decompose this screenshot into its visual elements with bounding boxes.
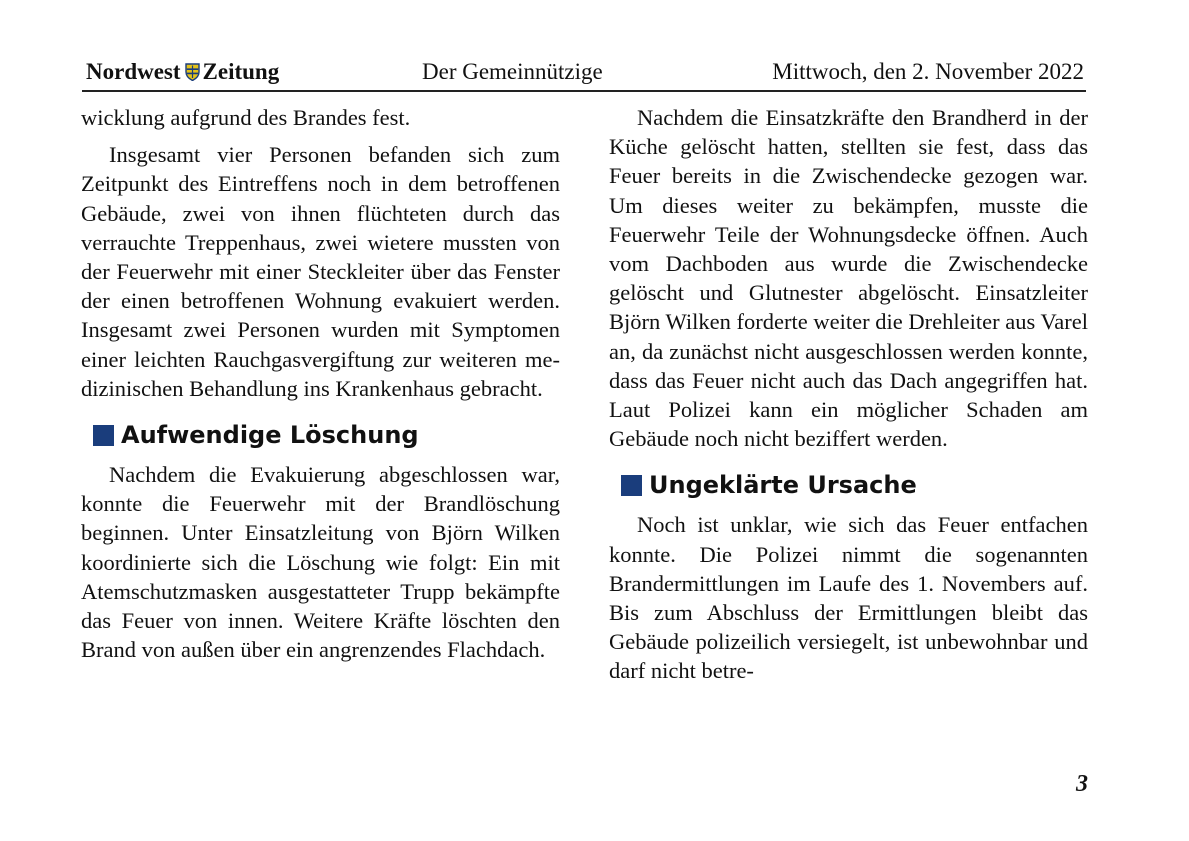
right-column (609, 103, 1088, 686)
section-heading-text: Aufwendige Löschung (121, 421, 419, 450)
paragraph-intermediate-ceiling: Nachdem die Einsatzkräfte den Brandherd in der Küche gelöscht hatten, stellten sie fest, dass das Feuer bereits in die Zwischendecke gezogen war. Um dieses weiter zu bekämpfen, musste die Feuerwehr Teile der Wohnungsdecke öffnen. Auch vom Dachboden aus wurde die Zwischendecke gelöscht und Glutnester abgelöscht. Einsatzleiter Björn Wilken forderte weiter die Drehleiter aus Varel an, da zunächst nicht ausgeschlossen werden konnte, dass das Feuer nicht auch das Dach angegriffen hat. Laut Polizei kann ein möglicher Schaden am Gebäude noch nicht beziffert werden. (609, 105, 1088, 452)
paragraph-extinguishing: Nachdem die Evakuierung abgeschlossen war, konnte die Feuerwehr mit der Brandlöschung beginnen. Unter Einsatzleitung von Björn Wilken koordinierte sich die Löschung wie folgt: Ein mit Atemschutzmasken ausgestatteter Trupp bekämpfte das Feuer von innen. Weitere Kräfte löschten den Brand von außen über ein angrenzendes Flachdach. (81, 462, 560, 663)
paragraph-cause: Noch ist unklar, wie sich das Feuer entfachen konnte. Die Polizei nimmt die sogenannten Brandermittlungen im Laufe des 1. Novembers auf. Bis zum Abschluss der Ermittlungen bleibt das Gebäude polizeilich versiegelt, ist unbewohnbar und darf nicht betre- (609, 512, 1088, 684)
brand-name-right: Zeitung (202, 59, 280, 84)
page-header (82, 58, 1086, 92)
section-title: Der Gemeinnützige (422, 59, 603, 84)
section-heading-aufwendige-loeschung (93, 420, 560, 450)
coat-of-arms-icon (185, 63, 200, 81)
left-column (81, 103, 560, 664)
heading-square-icon (93, 425, 114, 446)
newspaper-brand (86, 58, 279, 86)
page-number: 3 (1076, 771, 1088, 797)
issue-date: Mittwoch, den 2. November 2022 (772, 59, 1084, 84)
section-heading-text: Ungeklärte Ursache (649, 471, 917, 500)
paragraph-persons: Insgesamt vier Personen befanden sich zum Zeitpunkt des Eintreffens noch in dem betroffenen Gebäude, zwei von ihnen flüchteten durch das verrauchte Treppenhaus, zwei wietere mussten von der Feuerwehr mit einer Steckleiter über das Fenster der einen betroffenen Wohnung evakuiert werden. Insgesamt zwei Personen wurden mit Symptomen einer leichten Rauchgasvergiftung zur weiteren medizinischen Behandlung ins Krankenhaus gebracht. (81, 142, 560, 401)
heading-square-icon (621, 475, 642, 496)
section-heading-ungeklaerte-ursache (621, 470, 1088, 500)
paragraph-continuation: wicklung aufgrund des Brandes fest. (81, 105, 411, 130)
brand-name-left: Nordwest (86, 59, 181, 84)
